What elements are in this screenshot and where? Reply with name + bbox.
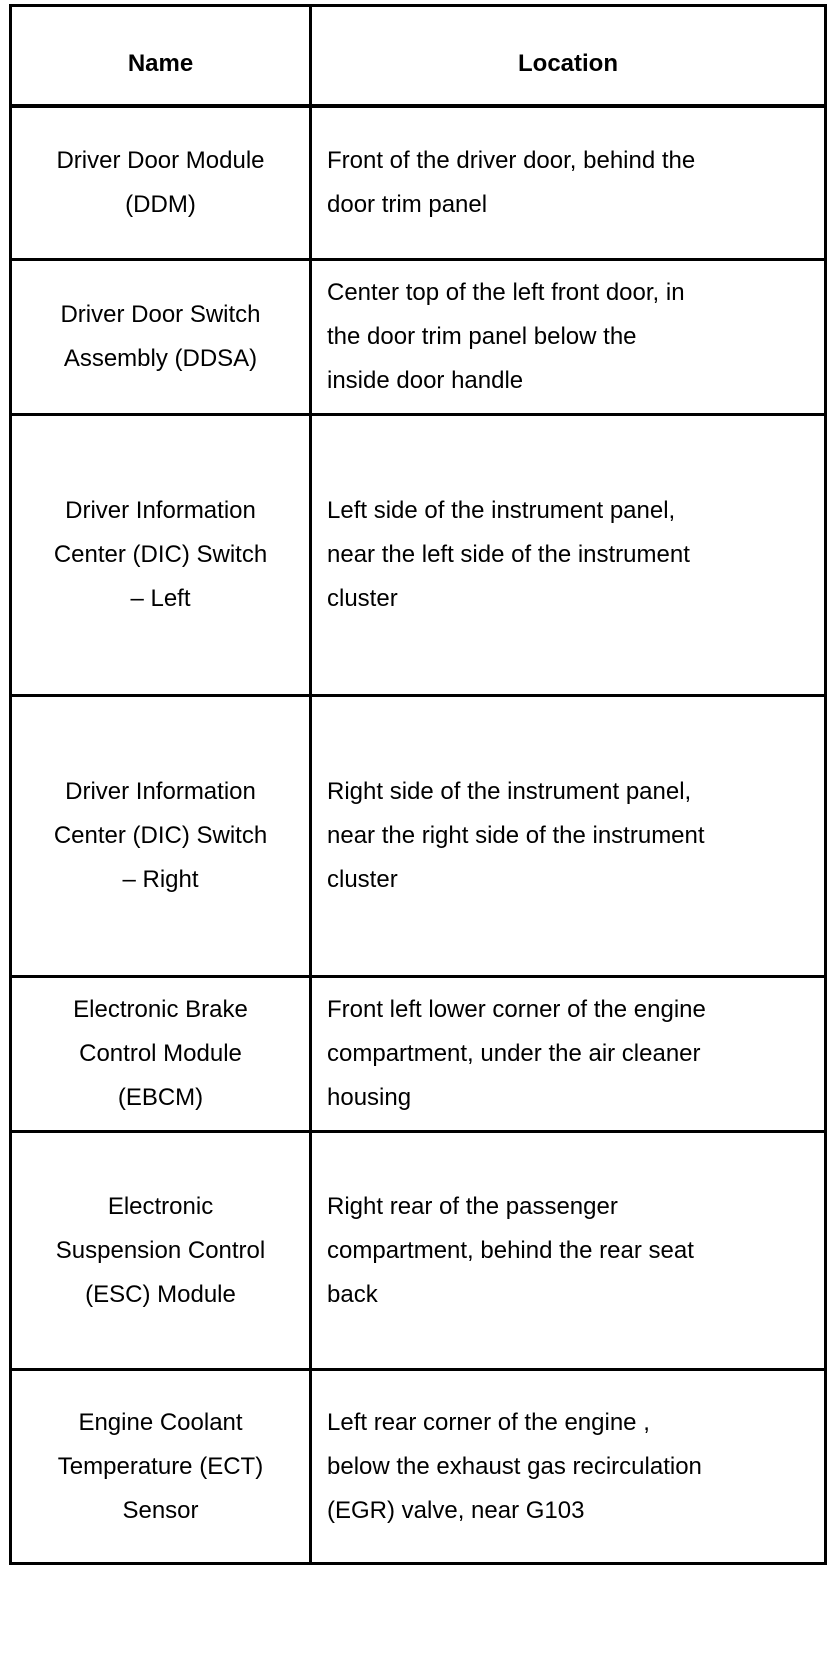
location-text: Left rear corner of the engine , below the exhaust gas recirculation (EGR) valve, near G103	[327, 1408, 702, 1524]
location-text: Left side of the instrument panel, near the left side of the instrument cluster	[327, 497, 690, 612]
table-row	[11, 696, 826, 977]
name-text: Engine Coolant Temperature (ECT) Sensor	[57, 1408, 264, 1524]
name-text: Electronic Brake Control Module (EBCM)	[73, 996, 248, 1111]
component-location-table	[9, 4, 827, 1565]
column-header-location: Location	[311, 6, 826, 106]
table-row	[11, 415, 826, 696]
table-row	[11, 260, 826, 415]
location-cell	[311, 260, 826, 415]
location-cell	[311, 106, 826, 260]
location-text: Front left lower corner of the engine compartment, under the air cleaner housing	[327, 996, 706, 1111]
name-cell	[11, 415, 311, 696]
table-row	[11, 977, 826, 1132]
location-text: Center top of the left front door, in the door trim panel below the inside door handle	[327, 279, 685, 394]
location-cell	[311, 977, 826, 1132]
column-header-name: Name	[11, 6, 311, 106]
table-row	[11, 1370, 826, 1564]
location-text: Front of the driver door, behind the door trim panel	[327, 146, 696, 218]
name-text: Driver Door Module (DDM)	[56, 146, 265, 218]
component-location-table-container	[9, 4, 824, 1655]
table-row	[11, 106, 826, 260]
location-cell	[311, 1132, 826, 1370]
location-text: Right side of the instrument panel, near the right side of the instrument cluster	[327, 778, 705, 893]
name-cell	[11, 977, 311, 1132]
name-cell	[11, 1132, 311, 1370]
location-cell	[311, 696, 826, 977]
name-text: Electronic Suspension Control (ESC) Module	[55, 1192, 266, 1308]
name-cell	[11, 260, 311, 415]
table-header-row	[11, 6, 826, 106]
location-text: Right rear of the passenger compartment, behind the rear seat back	[327, 1192, 694, 1308]
name-text: Driver Door Switch Assembly (DDSA)	[60, 301, 261, 372]
table-row	[11, 1132, 826, 1370]
location-cell	[311, 415, 826, 696]
name-cell	[11, 696, 311, 977]
name-text: Driver Information Center (DIC) Switch – Left	[53, 497, 268, 612]
name-cell	[11, 1370, 311, 1564]
name-cell	[11, 106, 311, 260]
location-cell	[311, 1370, 826, 1564]
name-text: Driver Information Center (DIC) Switch – Right	[53, 778, 268, 893]
